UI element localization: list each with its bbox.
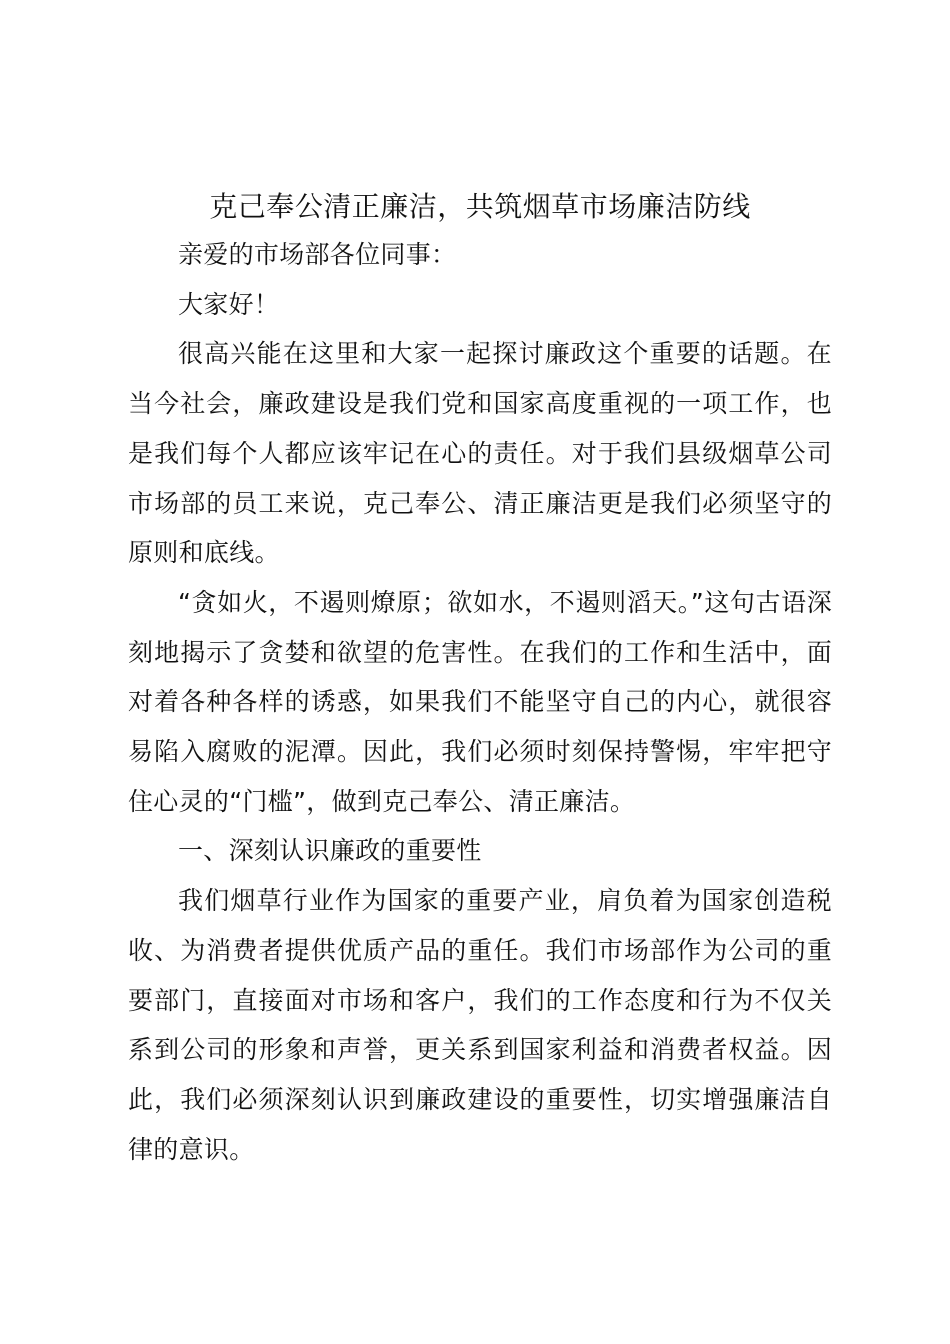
greeting: 大家好！ xyxy=(178,289,280,319)
paragraph-section-1: 我们烟草行业作为国家的重要产业，肩负着为国家创造税收、为消费者提供优质产品的重任。我们市场部作为公司的重要部门，直接面对市场和客户，我们的工作态度和行为不仅关系到公司的形象和声誉，更关系到国家利益和消费者权益。因此，我们必须深刻认识到廉政建设的重要性，切实增强廉洁自律的意识。 xyxy=(128,886,832,1164)
document-title: 克己奉公清正廉洁，共筑烟草市场廉洁防线 xyxy=(209,190,751,223)
paragraph-intro: 很高兴能在这里和大家一起探讨廉政这个重要的话题。在当今社会，廉政建设是我们党和国家高度重视的一项工作，也是我们每个人都应该牢记在心的责任。对于我们县级烟草公司市场部的员工来说，克己奉公、清正廉洁更是我们必须坚守的原则和底线。 xyxy=(128,339,832,568)
salutation: 亲爱的市场部各位同事： xyxy=(178,240,457,269)
section-heading-1: 一、深刻认识廉政的重要性 xyxy=(178,836,482,866)
paragraph-quote: “贪如火，不遏则燎原；欲如水，不遏则滔天。”这句古语深刻地揭示了贪婪和欲望的危害性。在我们的工作和生活中，面对着各种各样的诱惑，如果我们不能坚守自己的内心，就很容易陷入腐败的泥潭。因此，我们必须时刻保持警惕，牢牢把守住心灵的“门槛”，做到克己奉公、清正廉洁。 xyxy=(128,587,832,816)
document-body xyxy=(128,230,832,1174)
